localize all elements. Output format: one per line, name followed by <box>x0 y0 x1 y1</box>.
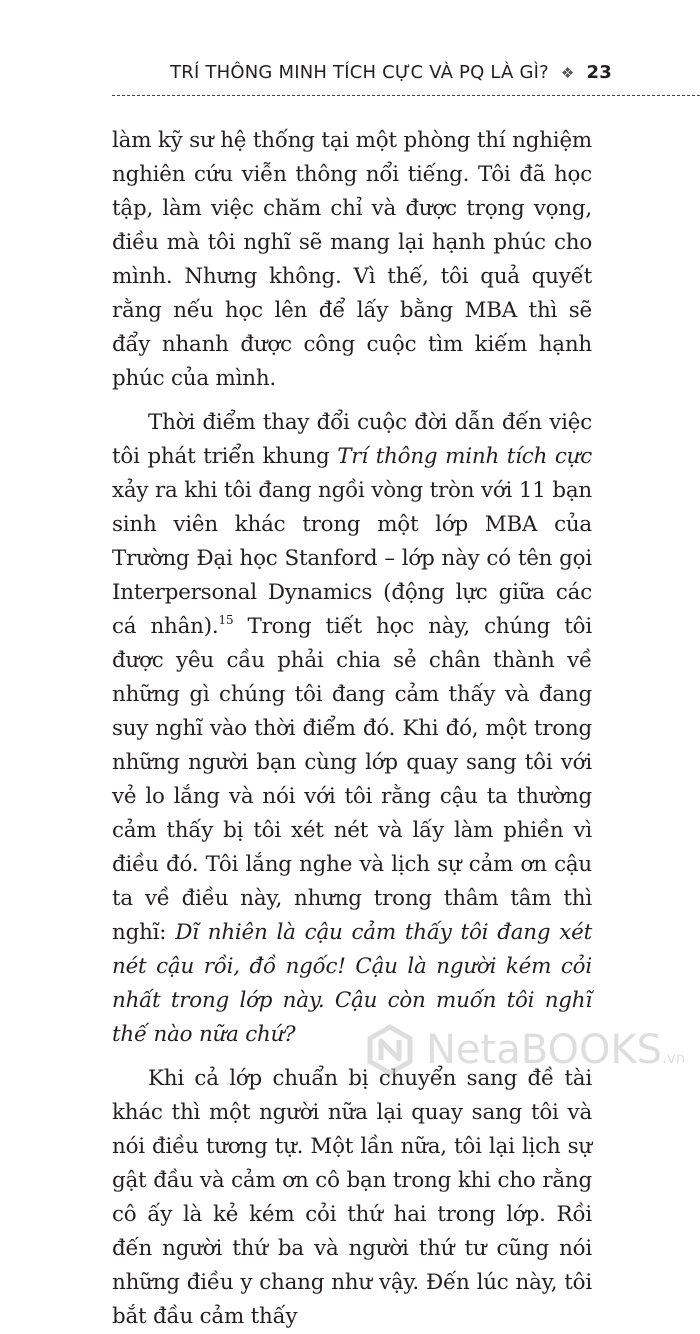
ornament-icon: ❖ <box>560 63 575 82</box>
netabooks-logo-icon <box>364 1024 416 1076</box>
watermark-brand <box>426 1027 685 1073</box>
watermark-domain: .vn <box>662 1049 686 1067</box>
paragraph-3: Khi cả lớp chuẩn bị chuyển sang đề tài khác thì một người nữa lại quay sang tôi và nói điều tương tự. Một lần nữa, tôi lại lịch sự gật đầu và cảm ơn cô bạn trong khi cho rằng cô ấy là kẻ kém cỏi thứ hai trong lớp. Rồi đến người thứ ba và người thứ tư cũng nói những điều y chang như vậy. Đến lúc này, tôi bắt đầu cảm thấy <box>112 1066 592 1329</box>
watermark <box>364 1024 685 1076</box>
page-body <box>112 124 592 1334</box>
paragraph-2-text-c: Trong tiết học này, chúng tôi được yêu cầu phải chia sẻ chân thành về những gì chúng tôi đang cảm thấy và đang suy nghĩ vào thời điểm đó. Khi đó, một trong những người bạn cùng lớp quay sang tôi với vẻ lo lắng và nói với tôi rằng cậu ta thường cảm thấy bị tôi xét nét và lấy làm phiền vì điều đó. Tôi lắng nghe và lịch sự cảm ơn cậu ta về điều này, nhưng trong thâm tâm thì nghĩ: <box>112 614 592 945</box>
paragraph-1: làm kỹ sư hệ thống tại một phòng thí nghiệm nghiên cứu viễn thông nổi tiếng. Tôi đã học tập, làm việc chăm chỉ và được trọng vọng, điều mà tôi nghĩ sẽ mang lại hạnh phúc cho mình. Nhưng không. Vì thế, tôi quả quyết rằng nếu học lên để lấy bằng MBA thì sẽ đẩy nhanh được công cuộc tìm kiếm hạnh phúc của mình. <box>112 128 592 391</box>
watermark-brand-name: NetaBOOKS <box>426 1027 663 1073</box>
chapter-title: TRÍ THÔNG MINH TÍCH CỰC VÀ PQ LÀ GÌ? <box>170 62 549 83</box>
paragraph-2 <box>112 406 592 1052</box>
footnote-ref: 15 <box>218 613 234 627</box>
running-header <box>170 62 612 83</box>
paragraph-2-text-a: Thời điểm thay đổi cuộc đời dẫn đến việc tôi phát triển khung <box>112 410 592 469</box>
paragraph-2-text-b: xảy ra khi tôi đang ngồi vòng tròn với 11 bạn sinh viên khác trong một lớp MBA của Trường Đại học Stanford – lớp này có tên gọi Interpersonal Dynamics (động lực giữa các cá nhân). <box>112 478 592 639</box>
header-divider <box>112 95 700 96</box>
inner-thought: Dĩ nhiên là cậu cảm thấy tôi đang xét nét cậu rồi, đồ ngốc! Cậu là người kém cỏi nhất trong lớp này. Cậu còn muốn tôi nghĩ thế nào nữa chứ? <box>112 920 592 1047</box>
framework-title: Trí thông minh tích cực <box>337 444 593 469</box>
page-number: 23 <box>586 62 612 83</box>
